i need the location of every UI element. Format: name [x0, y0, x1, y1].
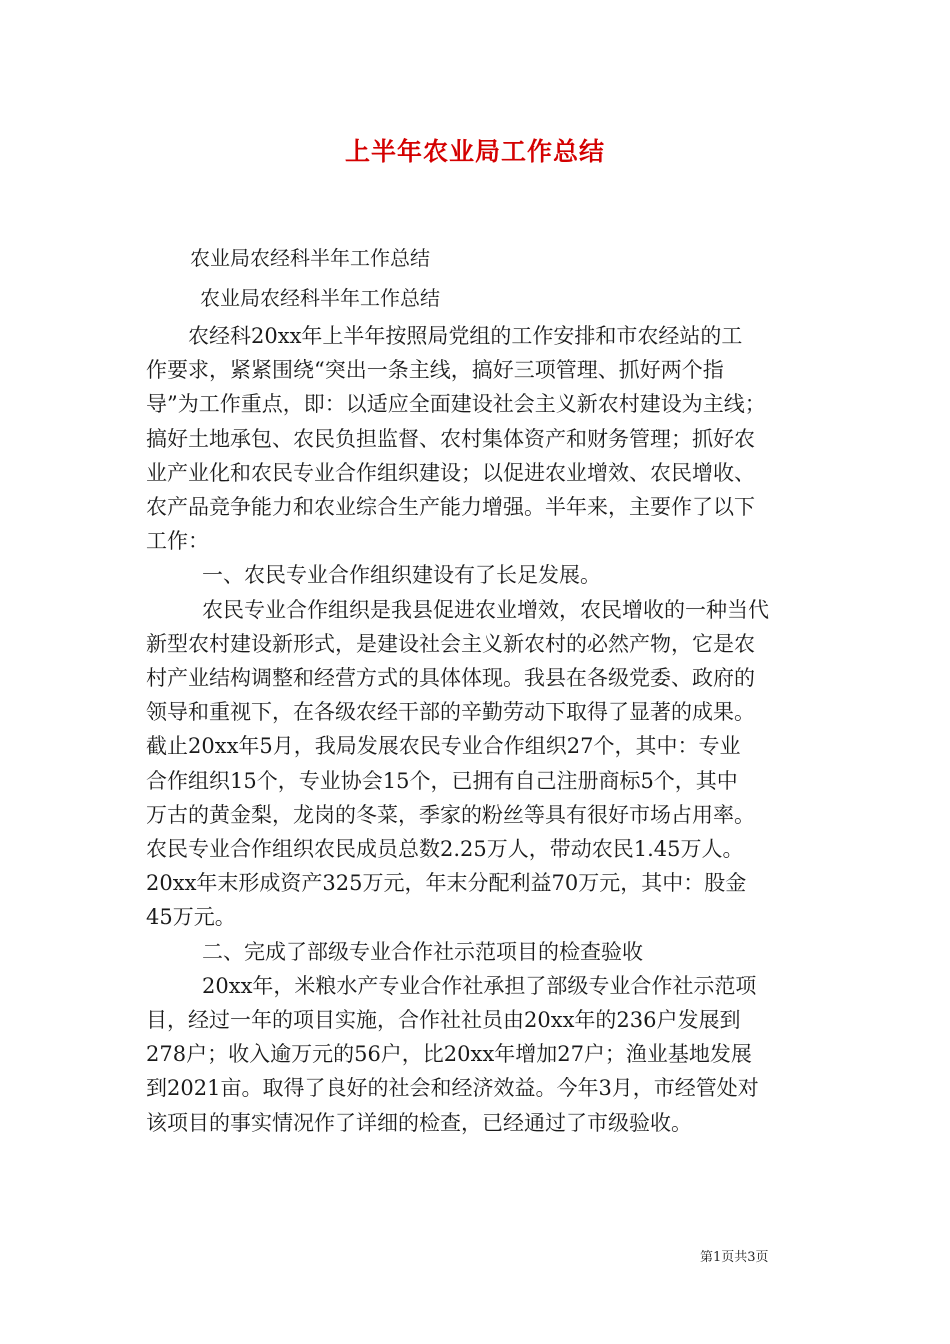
body-line: 农产品竞争能力和农业综合生产能力增强。半年来，主要作了以下	[146, 495, 755, 520]
body-line: 目，经过一年的项目实施，合作社社员由20xx年的236户发展到	[146, 1008, 741, 1033]
body-line: 村产业结构调整和经营方式的具体体现。我县在各级党委、政府的	[146, 666, 755, 691]
body-line: 20xx年末形成资产325万元，年末分配利益70万元，其中：股金	[146, 871, 747, 896]
page-number-footer: 第1页共3页	[700, 1250, 769, 1265]
body-line: 农民专业合作组织农民成员总数2.25万人，带动农民1.45万人。	[146, 837, 744, 862]
subtitle-line-2: 农业局农经科半年工作总结	[200, 286, 440, 310]
body-line: 合作组织15个，专业协会15个，已拥有自己注册商标5个，其中	[146, 768, 738, 793]
body-line: 农民专业合作组织是我县促进农业增效，农民增收的一种当代	[202, 597, 769, 622]
body-line: 作要求，紧紧围绕“突出一条主线，搞好三项管理、抓好两个指	[146, 358, 724, 383]
section-heading-1: 一、农民专业合作组织建设有了长足发展。	[202, 563, 601, 588]
body-line: 截止20xx年5月，我局发展农民专业合作组织27个，其中：专业	[146, 734, 741, 759]
document-body	[146, 319, 811, 1140]
body-line: 领导和重视下，在各级农经干部的辛勤劳动下取得了显著的成果。	[146, 700, 755, 725]
body-line: 新型农村建设新形式，是建设社会主义新农村的必然产物，它是农	[146, 631, 755, 656]
body-line: 该项目的事实情况作了详细的检查，已经通过了市级验收。	[146, 1110, 692, 1135]
body-line: 导”为工作重点，即：以适应全面建设社会主义新农村建设为主线；	[146, 392, 766, 417]
body-line: 农经科20xx年上半年按照局党组的工作安排和市农经站的工	[188, 324, 743, 348]
body-line: 万古的黄金梨，龙岗的冬菜，季家的粉丝等具有很好市场占用率。	[146, 802, 755, 827]
body-line: 278户；收入逾万元的56户，比20xx年增加27户；渔业基地发展	[146, 1042, 752, 1067]
body-line: 业产业化和农民专业合作组织建设；以促进农业增效、农民增收、	[146, 460, 755, 485]
subtitle-line-1: 农业局农经科半年工作总结	[190, 246, 430, 270]
body-line: 45万元。	[146, 905, 236, 930]
body-line: 20xx年，米粮水产专业合作社承担了部级专业合作社示范项	[202, 973, 757, 998]
document-title: 上半年农业局工作总结	[344, 137, 605, 166]
body-line: 到2021亩。取得了良好的社会和经济效益。今年3月，市经管处对	[146, 1076, 759, 1101]
body-line: 工作：	[146, 529, 209, 554]
body-line: 搞好土地承包、农民负担监督、农村集体资产和财务管理；抓好农	[146, 426, 755, 451]
section-heading-2: 二、完成了部级专业合作社示范项目的检查验收	[202, 939, 643, 964]
